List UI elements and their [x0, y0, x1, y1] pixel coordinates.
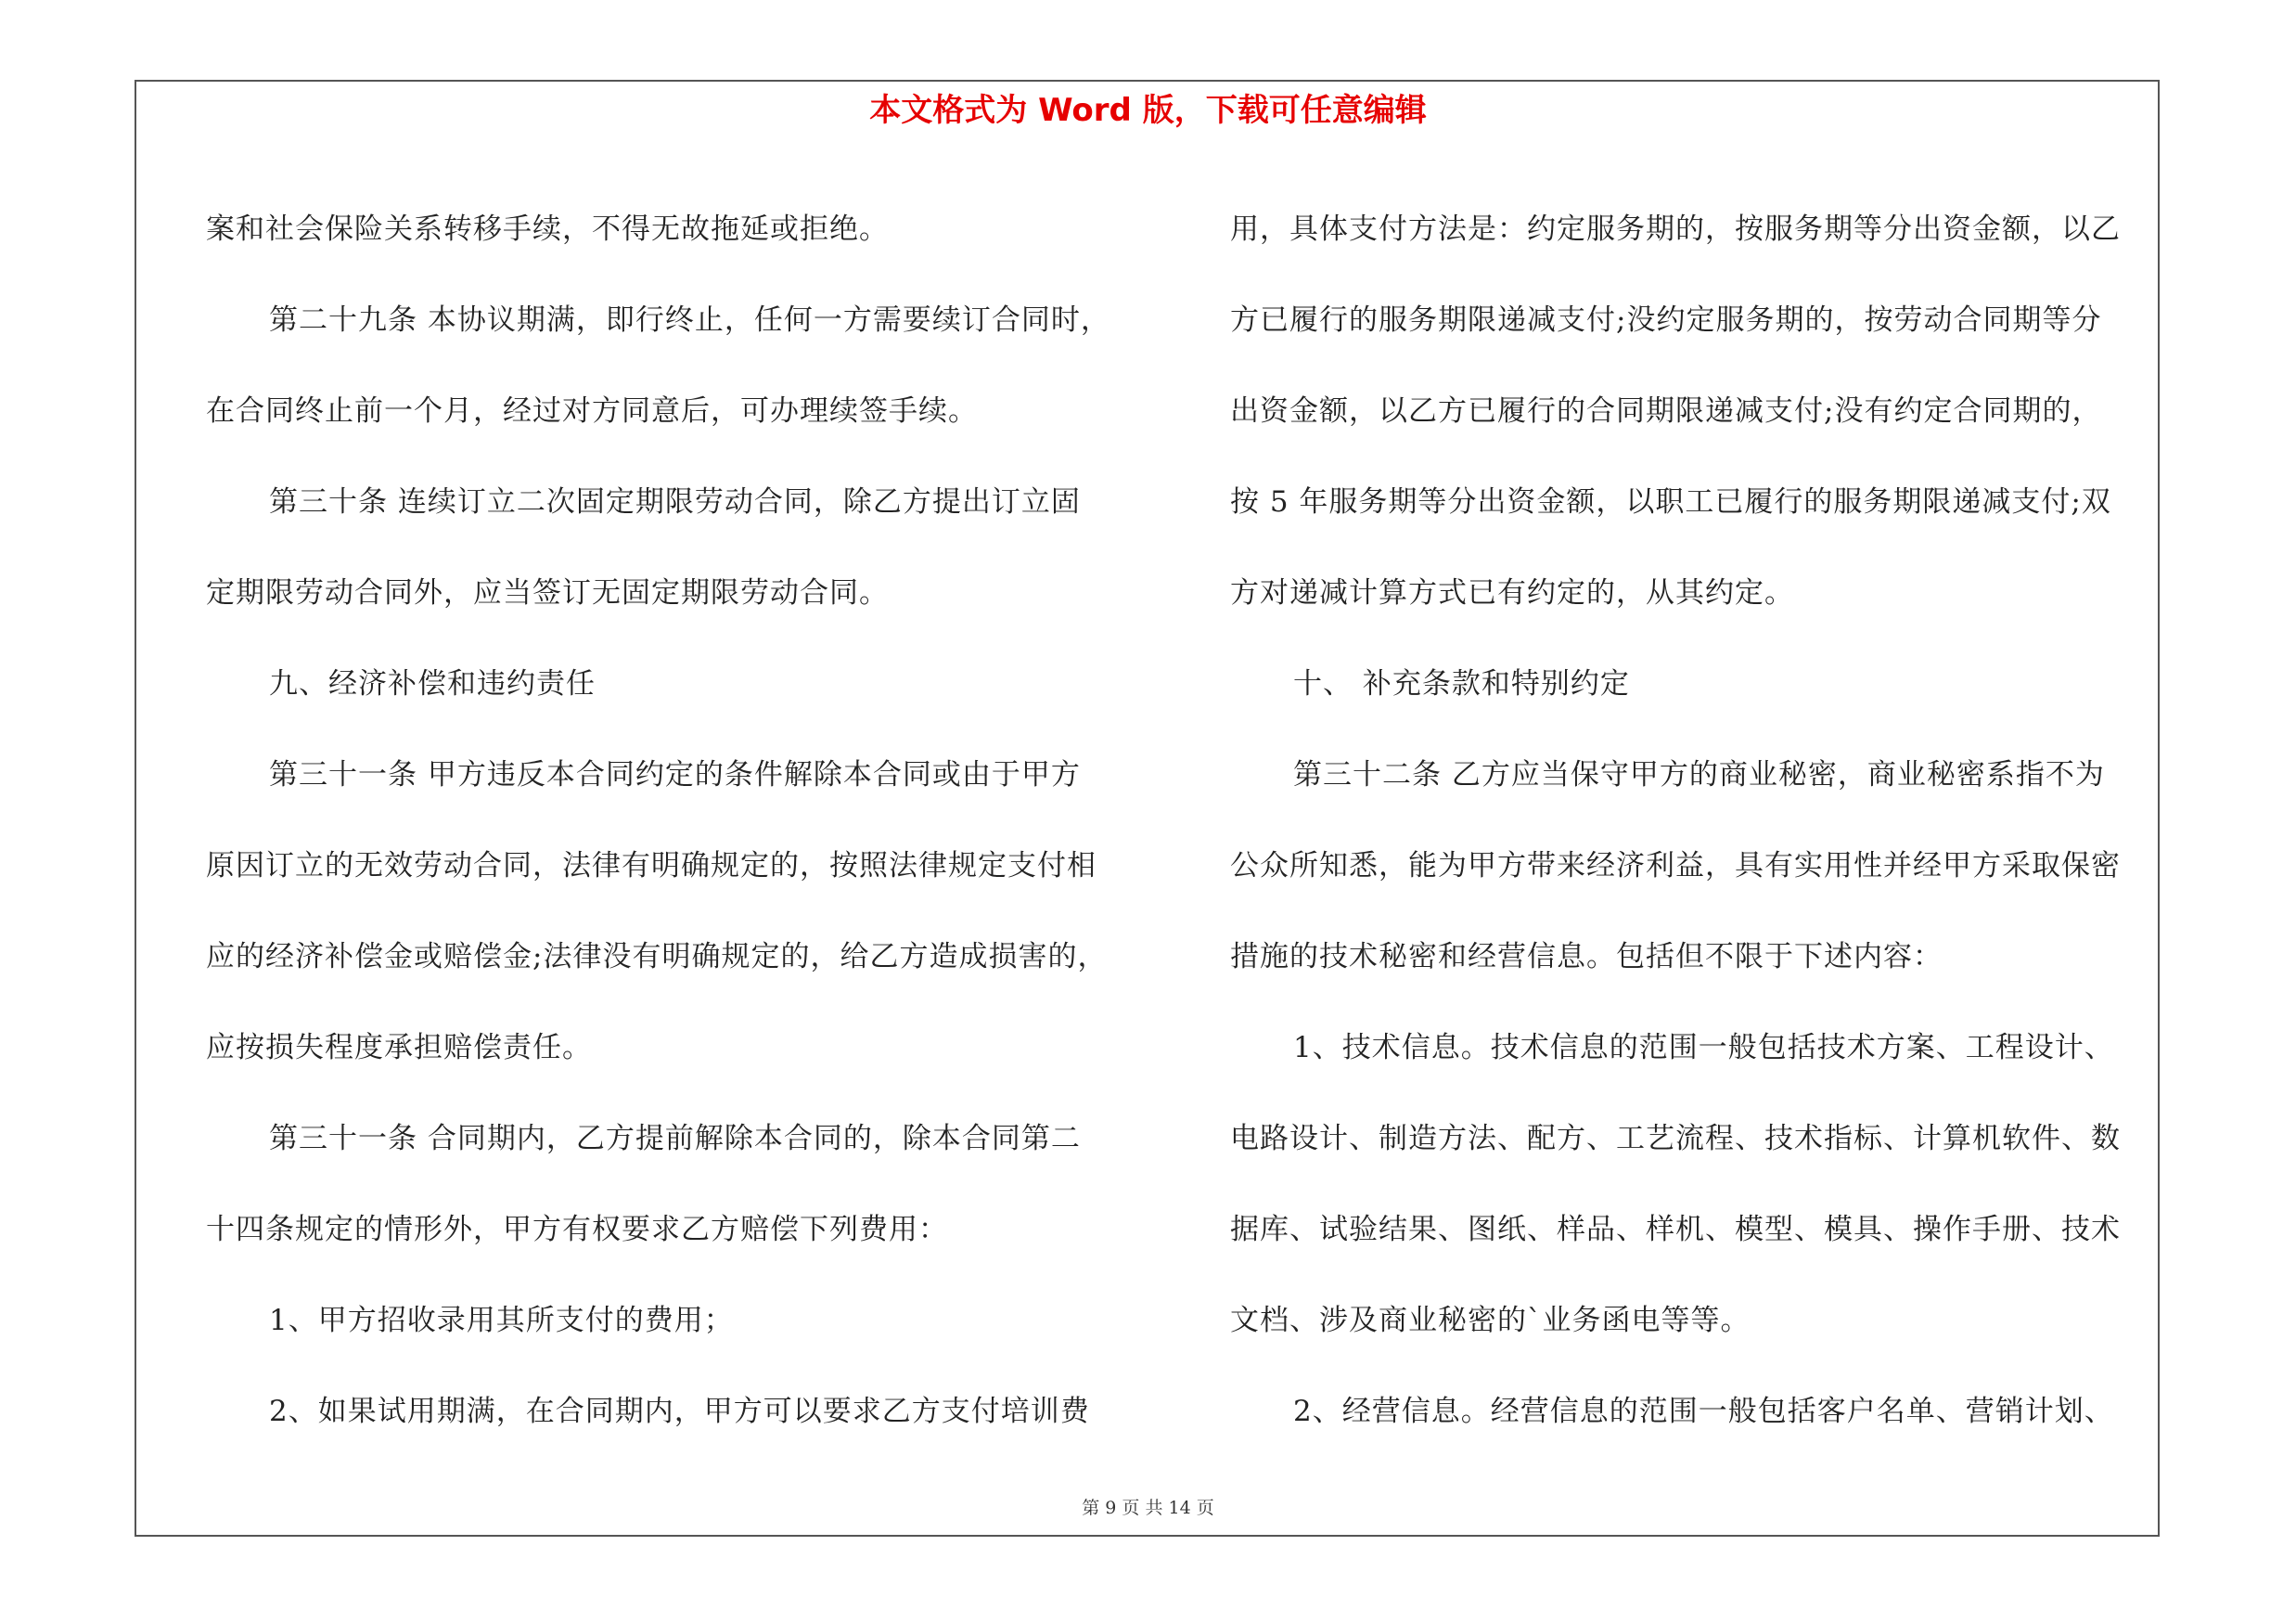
article-29-line-2: 在合同终止前一个月，经过对方同意后，可办理续签手续。: [206, 394, 978, 428]
tech-info-line-1: 1、技术信息。技术信息的范围一般包括技术方案、工程设计、: [1293, 1031, 2114, 1064]
page-number-footer: 第 9 页 共 14 页: [1082, 1498, 1214, 1518]
list-item-1: 1、甲方招收录用其所支付的费用；: [269, 1304, 734, 1337]
article-32-line-3: 措施的技术秘密和经营信息。包括但不限于下述内容：: [1230, 940, 1943, 973]
editable-format-banner: 本文格式为 Word 版，下载可任意编辑: [869, 92, 1427, 129]
right-text-column: [1230, 184, 2167, 1457]
article-30-line-1: 第三十条 连续订立二次固定期限劳动合同，除乙方提出订立固: [269, 485, 1081, 519]
section-heading-10: 十、 补充条款和特别约定: [1293, 667, 1630, 701]
article-29-line-1: 第二十九条 本协议期满，即行终止，任何一方需要续订合同时，: [269, 303, 1110, 337]
article-31b-line-1: 第三十一条 合同期内，乙方提前解除本合同的，除本合同第二: [269, 1122, 1081, 1155]
article-31-line-2: 原因订立的无效劳动合同，法律有明确规定的，按照法律规定支付相: [206, 849, 1097, 882]
tech-info-line-2: 电路设计、制造方法、配方、工艺流程、技术指标、计算机软件、数: [1230, 1122, 2121, 1155]
article-31b-line-2: 十四条规定的情形外，甲方有权要求乙方赔偿下列费用：: [206, 1213, 948, 1246]
payment-method-line-1: 用，具体支付方法是：约定服务期的，按服务期等分出资金额，以乙: [1230, 213, 2121, 246]
article-31-line-3: 应的经济补偿金或赔偿金;法律没有明确规定的，给乙方造成损害的，: [206, 940, 1108, 973]
section-heading-9: 九、经济补偿和违约责任: [269, 667, 596, 701]
article-30-line-2: 定期限劳动合同外，应当签订无固定期限劳动合同。: [206, 576, 889, 610]
body-line: 案和社会保险关系转移手续，不得无故拖延或拒绝。: [206, 213, 889, 246]
business-info-line-1: 2、经营信息。经营信息的范围一般包括客户名单、营销计划、: [1293, 1395, 2114, 1428]
payment-method-line-5: 方对递减计算方式已有约定的，从其约定。: [1230, 576, 1794, 610]
payment-method-line-2: 方已履行的服务期限递减支付;没约定服务期的，按劳动合同期等分: [1230, 303, 2102, 337]
tech-info-line-4: 文档、涉及商业秘密的`业务函电等等。: [1230, 1304, 1751, 1337]
left-text-column: [206, 184, 1143, 1457]
list-item-2: 2、如果试用期满，在合同期内，甲方可以要求乙方支付培训费: [269, 1395, 1090, 1428]
payment-method-line-3: 出资金额，以乙方已履行的合同期限递减支付;没有约定合同期的，: [1230, 394, 2102, 428]
article-32-line-2: 公众所知悉，能为甲方带来经济利益，具有实用性并经甲方采取保密: [1230, 849, 2121, 882]
tech-info-line-3: 据库、试验结果、图纸、样品、样机、模型、模具、操作手册、技术: [1230, 1213, 2121, 1246]
article-32-line-1: 第三十二条 乙方应当保守甲方的商业秘密，商业秘密系指不为: [1293, 758, 2105, 792]
article-31-line-4: 应按损失程度承担赔偿责任。: [206, 1031, 592, 1064]
article-31-line-1: 第三十一条 甲方违反本合同约定的条件解除本合同或由于甲方: [269, 758, 1081, 792]
payment-method-line-4: 按 5 年服务期等分出资金额，以职工已履行的服务期限递减支付;双: [1230, 485, 2111, 519]
